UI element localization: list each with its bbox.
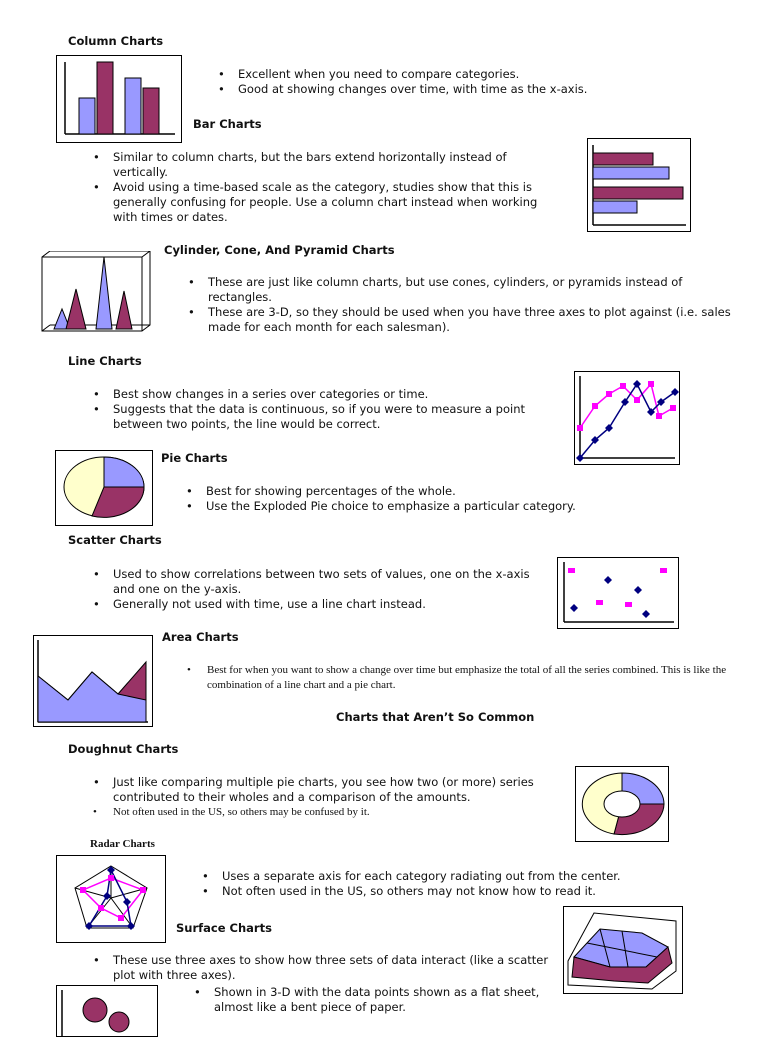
radar-charts-heading: Radar Charts [90,838,155,850]
bubble-chart-thumbnail [56,985,158,1037]
doughnut-chart-thumbnail [575,766,669,842]
doughnut-charts-bullets [89,775,583,820]
radar-charts-bullets [198,869,702,899]
column-charts-heading: Column Charts [68,34,164,48]
list-item: • Best for showing percentages of the whole. [206,484,666,499]
scatter-chart-icon [558,558,678,628]
list-item: • Uses a separate axis for each category radiating out from the center. [222,869,702,884]
surface-charts-heading: Surface Charts [176,921,272,935]
bar-chart-icon [588,139,690,231]
surface-chart-thumbnail [563,906,683,994]
cylinder-charts-bullets [184,275,738,335]
line-chart-thumbnail [574,371,680,465]
list-item: • Similar to column charts, but the bars extend horizontally instead of vertically. [113,150,553,180]
list-item: • Not often used in the US, so others may be confused by it. [113,805,583,820]
list-item: • Suggests that the data is continuous, so if you were to measure a point between two points, the line would be correct. [113,402,573,432]
uncommon-charts-heading: Charts that Aren’t So Common [336,710,535,724]
cone-chart-icon [36,251,154,335]
bubble-chart-icon [57,986,157,1036]
area-charts-heading: Area Charts [162,630,239,644]
list-item: • Generally not used with time, use a line chart instead. [113,597,553,612]
scatter-chart-thumbnail [557,557,679,629]
bar-chart-thumbnail [587,138,691,232]
list-item: • Use the Exploded Pie choice to emphasize a particular category. [206,499,666,514]
list-item: • These use three axes to show how three sets of data interact (like a scatter plot with three axes). [113,953,563,983]
list-item: • Avoid using a time-based scale as the category, studies show that this is generally confusing for people. Use a column chart instead when working with times or dates. [113,180,553,225]
scatter-charts-bullets [89,567,553,612]
list-item: • Best for when you want to show a change over time but emphasize the total of all the series combined. This is like the combination of a line chart and a pie chart. [207,663,727,693]
area-chart-thumbnail [33,635,153,727]
pie-chart-thumbnail [55,450,153,526]
line-charts-bullets [89,387,573,432]
list-item: • These are 3-D, so they should be used when you have three axes to plot against (i.e. sales made for each month for each salesman). [208,305,738,335]
column-chart-thumbnail [56,55,182,143]
pie-chart-icon [56,451,152,525]
list-item: • These are just like column charts, but use cones, cylinders, or pyramids instead of rectangles. [208,275,738,305]
pie-charts-heading: Pie Charts [161,451,228,465]
pie-charts-bullets [182,484,666,514]
column-charts-bullets [214,67,678,97]
doughnut-chart-icon [576,767,668,841]
list-item: • Good at showing changes over time, with time as the x-axis. [238,82,678,97]
doughnut-charts-heading: Doughnut Charts [68,742,179,756]
line-chart-icon [575,372,679,464]
list-item: • Shown in 3-D with the data points shown as a flat sheet, almost like a bent piece of paper. [214,985,564,1015]
cylinder-charts-heading: Cylinder, Cone, And Pyramid Charts [164,243,395,257]
area-charts-bullets [183,663,727,693]
list-item: • Just like comparing multiple pie charts, you see how two (or more) series contributed to their wholes and a comparison of the amounts. [113,775,583,805]
list-item: • Excellent when you need to compare categories. [238,67,678,82]
area-chart-icon [34,636,152,726]
bar-charts-heading: Bar Charts [193,117,262,131]
surface-charts-bullets-2 [190,985,564,1015]
radar-chart-icon [57,856,165,942]
surface-chart-icon [564,907,682,993]
list-item: • Not often used in the US, so others may not know how to read it. [222,884,702,899]
list-item: • Used to show correlations between two sets of values, one on the x-axis and one on the y-axis. [113,567,553,597]
surface-charts-bullets [89,953,563,983]
scatter-charts-heading: Scatter Charts [68,533,162,547]
list-item: • Best show changes in a series over categories or time. [113,387,573,402]
radar-chart-thumbnail [56,855,166,943]
bar-charts-bullets [89,150,553,225]
line-charts-heading: Line Charts [68,354,142,368]
column-chart-icon [57,56,181,142]
cone-chart-thumbnail [36,251,154,335]
